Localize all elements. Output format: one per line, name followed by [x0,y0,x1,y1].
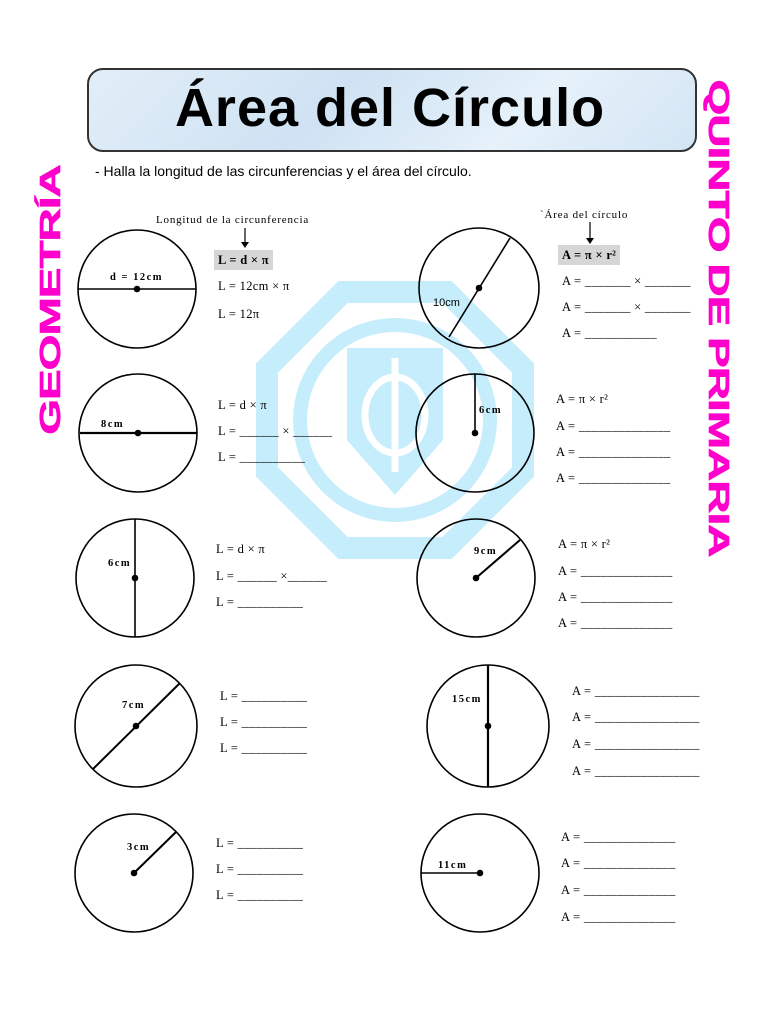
answer-line[interactable]: A = ___________ [562,326,657,340]
page-title: Área del Círculo [174,78,606,138]
answer-line[interactable]: L = ______ × ______ [218,424,333,438]
answer-line[interactable]: A = ________________ [572,684,700,698]
answer-line[interactable]: L = __________ [220,715,308,729]
answer-line[interactable]: L = __________ [218,450,306,464]
answer-line[interactable]: A = ______________ [561,856,676,870]
answer-line[interactable]: L = __________ [216,836,304,850]
arrow-icon [241,242,249,248]
circle-label: 8cm [101,419,125,430]
answer-line[interactable]: A = ______________ [561,830,676,844]
circle-figure [417,519,535,637]
answer-line[interactable]: A = ______________ [556,419,671,433]
answer-line[interactable]: A = ________________ [572,764,700,778]
answer-line[interactable]: A = ______________ [561,910,676,924]
answer-line[interactable]: L = __________ [220,689,308,703]
side-label-geometria: GEOMETRÍA [33,165,67,435]
answer-line[interactable]: A = ________________ [572,710,700,724]
answer-line[interactable]: A = ______________ [561,883,676,897]
answer-line[interactable]: A = ________________ [572,737,700,751]
length-header: Longitud de la circunferencia [156,214,309,226]
circle-figure [78,230,196,348]
answer-line[interactable]: L = __________ [216,862,304,876]
circle-figure [416,374,534,492]
instructions-text: - Halla la longitud de las circunferencias y el área del círculo. [95,163,472,179]
circle-figure [79,374,197,492]
formula-line: L = 12π [218,307,260,321]
answer-line[interactable]: A = ______________ [558,616,673,630]
formula-line: L = d × π [214,250,273,270]
answer-line[interactable]: A = ______________ [558,564,673,578]
formula-line: L = d × π [218,398,268,412]
circle-label: 15cm [452,694,482,705]
arrow-icon [586,238,594,244]
formula-line: A = π × r² [558,245,620,265]
answer-line[interactable]: L = ______ ×______ [216,569,328,583]
circle-label: 11cm [438,860,468,871]
formula-line: L = d × π [216,542,266,556]
answer-line[interactable]: A = _______ × _______ [562,300,691,314]
answer-line[interactable]: L = __________ [216,888,304,902]
circle-label: 6cm [479,405,503,416]
circle-label: 7cm [122,700,146,711]
answer-line[interactable]: A = ______________ [558,590,673,604]
area-header: `Área del círculo [540,209,629,221]
side-label-grade: QUINTO DE PRIMARIA [702,79,736,557]
circle-label: 9cm [474,546,498,557]
circle-label: d = 12cm [110,272,163,283]
formula-line: A = π × r² [556,392,609,406]
circle-figure [419,228,539,348]
formula-line: L = 12cm × π [218,279,290,293]
circle-figure [427,665,549,787]
circle-figure [75,665,197,787]
answer-line[interactable]: A = _______ × _______ [562,274,691,288]
circle-label: 10cm [433,297,460,309]
answer-line[interactable]: A = ______________ [556,471,671,485]
circle-figure [76,519,194,637]
answer-line[interactable]: L = __________ [216,595,304,609]
circle-figure [75,814,193,932]
answer-line[interactable]: L = __________ [220,741,308,755]
circle-figure [421,814,539,932]
answer-line[interactable]: A = ______________ [556,445,671,459]
circle-label: 6cm [108,558,132,569]
formula-line: A = π × r² [558,537,611,551]
circle-label: 3cm [127,842,151,853]
